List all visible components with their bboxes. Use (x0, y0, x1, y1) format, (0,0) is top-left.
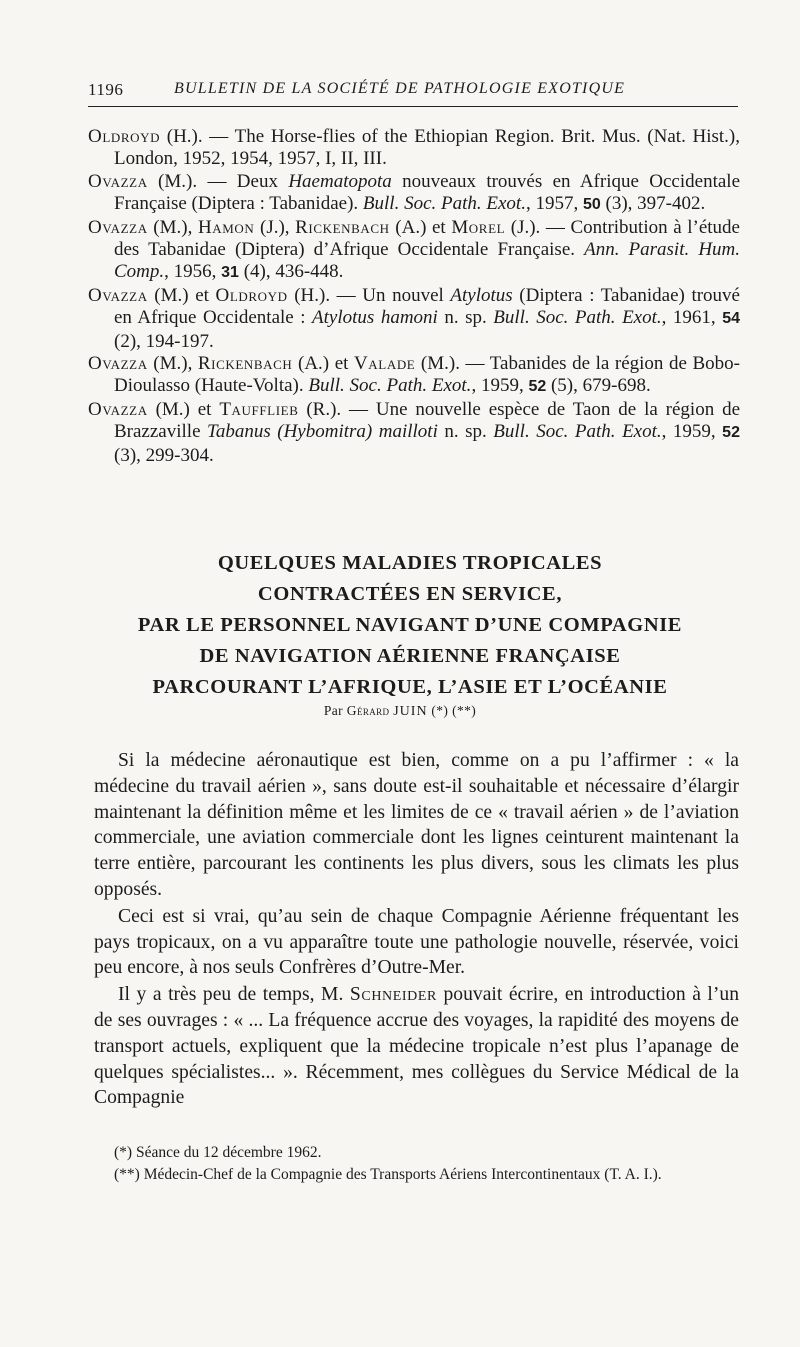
footnotes (94, 1142, 744, 1186)
title-line: PAR LE PERSONNEL NAVIGANT D’UNE COMPAGNIE (137, 614, 683, 636)
ref-text: n. sp. (437, 307, 494, 329)
ref-text: (M.) et (147, 398, 220, 420)
author-last-name: JUIN (393, 704, 428, 719)
ref-journal: Bull. Soc. Path. Exot. (493, 421, 662, 443)
paragraph: Ceci est si vrai, qu’au sein de chaque Compagnie Aérienne fréquentant les pays tropicaux, on a vu apparaître toute une pathologie nouvelle, réservée, voici peu encore, à nos seuls Confrères d’Outre-Mer. (94, 905, 739, 979)
ref-volume: 52 (528, 378, 547, 396)
article-body (94, 748, 739, 1112)
ref-pages: (5), 679-698. (546, 375, 651, 397)
ref-text: nouveaux trouvés en Afrique Occidentale Française (Diptera : Tabanidae). (114, 170, 740, 215)
ref-author: Taufflieb (219, 398, 299, 420)
ref-pages: (4), 436-448. (238, 261, 344, 283)
footnote: (*) Séance du 12 décembre 1962. (114, 1144, 322, 1161)
ref-author: Ovazza (88, 284, 148, 306)
ref-volume: 31 (221, 264, 239, 282)
ref-author: Hamon (197, 216, 255, 238)
ref-text: , 1961, (661, 307, 723, 329)
ref-taxon: Haematopota (288, 170, 392, 192)
ref-journal: Bull. Soc. Path. Exot. (493, 307, 662, 329)
ref-journal: Bull. Soc. Path. Exot. (362, 193, 526, 215)
ref-volume: 52 (722, 424, 740, 442)
page-number: 1196 (88, 80, 124, 99)
ref-pages: (2), 194-197. (114, 330, 214, 352)
title-line: DE NAVIGATION AÉRIENNE FRANÇAISE (199, 645, 621, 667)
ref-text: (M.), (147, 353, 198, 375)
ref-pages: (3), 397-402. (600, 193, 706, 215)
ref-text: (J.), (254, 216, 296, 238)
ref-author: Morel (451, 216, 506, 238)
reference-item (88, 399, 740, 467)
journal-title: BULLETIN DE LA SOCIÉTÉ DE PATHOLOGIE EXOTIQUE (174, 80, 626, 97)
footnote-marks: (*) (**) (427, 703, 477, 718)
ref-taxon: Atylotus hamoni (312, 307, 438, 329)
running-header (88, 80, 738, 107)
ref-journal: Bull. Soc. Path. Exot. (308, 375, 472, 397)
ref-text: (Diptera : Tabanidae) trouvé en Afrique Occidentale : (114, 284, 740, 329)
ref-text: (J.). — Contribution à l’étude des Tabanidae (Diptera) d’Afrique Occidentale Française. (114, 216, 740, 261)
reference-item (88, 126, 740, 171)
ref-text: (H.). — The Horse-flies of the Ethiopian Region. Brit. Mus. (Nat. Hist.), London, 1952, 1954, 1957, I, II, III. (114, 126, 740, 170)
title-line: QUELQUES MALADIES TROPICALES (217, 552, 603, 574)
ref-author: Rickenbach (197, 353, 293, 375)
ref-pages: (3), 299-304. (114, 444, 214, 466)
ref-text: (A.) et (389, 216, 452, 238)
ref-author: Ovazza (88, 170, 148, 192)
paragraph (94, 982, 739, 1111)
ref-volume: 50 (582, 196, 601, 214)
ref-text: (R.). — Une nouvelle espèce de Taon de la région de Brazzaville (114, 398, 741, 443)
ref-text: n. sp. (437, 421, 494, 443)
title-line: CONTRACTÉES EN SERVICE, (257, 583, 563, 605)
article-title (60, 548, 760, 703)
paragraph-text: Il y a très peu de temps, M. (118, 984, 350, 1006)
paragraph-text: pouvait écrire, en introduction à l’un de ses ouvrages : « ... La fréquence accrue des voyages, la rapidité des moyens de transport actuels, expliquent que la médecine tropicale n’est plus l’apanage de quelques spécialistes... ». Récemment, mes collègues du Service Médical de la Compagnie (94, 984, 739, 1109)
cited-author: Schneider (349, 984, 437, 1006)
ref-author: Ovazza (88, 216, 148, 238)
ref-author: Oldroyd (88, 126, 161, 147)
ref-volume: 54 (722, 310, 740, 328)
ref-journal: Ann. Parasit. Hum. Comp. (114, 239, 741, 283)
reference-item (88, 217, 740, 285)
reference-list (88, 126, 740, 467)
ref-text: , 1959, (661, 421, 723, 443)
ref-author: Rickenbach (295, 216, 390, 238)
ref-author: Ovazza (88, 353, 148, 375)
ref-author: Valade (353, 353, 416, 375)
ref-text: (H.). — Un nouvel (287, 284, 451, 306)
ref-text: , 1959, (471, 375, 529, 397)
ref-text: (M.). — Deux (147, 170, 289, 192)
reference-item (88, 171, 740, 217)
title-line: PARCOURANT L’AFRIQUE, L’ASIE ET L’OCÉANIE (152, 676, 668, 698)
ref-text: , 1957, (525, 193, 583, 215)
ref-text: (M.), (147, 216, 198, 238)
ref-taxon: Atylotus (450, 284, 513, 306)
author-first-name: Gérard (346, 703, 390, 718)
ref-author: Oldroyd (215, 284, 288, 306)
byline (60, 703, 740, 720)
ref-author: Ovazza (88, 398, 148, 420)
ref-text: (A.) et (292, 353, 354, 375)
byline-par: Par (323, 703, 347, 718)
reference-item (88, 285, 740, 353)
ref-taxon: Tabanus (Hybomitra) mailloti (207, 421, 438, 443)
ref-text: , 1956, (164, 261, 222, 283)
reference-item (88, 353, 740, 399)
ref-text: (M.). — Tabanides de la région de Bobo-Dioulasso (Haute-Volta). (114, 353, 741, 397)
footnote: (**) Médecin-Chef de la Compagnie des Transports Aériens Intercontinentaux (T. A. I.). (114, 1166, 662, 1183)
paragraph: Si la médecine aéronautique est bien, comme on a pu l’affirmer : « la médecine du travail aérien », sans doute est-il souhaitable et nécessaire d’élargir maintenant la définition même et les limites de ce « travail aérien » de l’aviation commerciale, une aviation commerciale dont les lignes ceinturent maintenant la terre entière, parcourant les continents les plus divers, sous les climats les plus opposés. (94, 750, 739, 900)
ref-text: (M.) et (147, 284, 216, 306)
